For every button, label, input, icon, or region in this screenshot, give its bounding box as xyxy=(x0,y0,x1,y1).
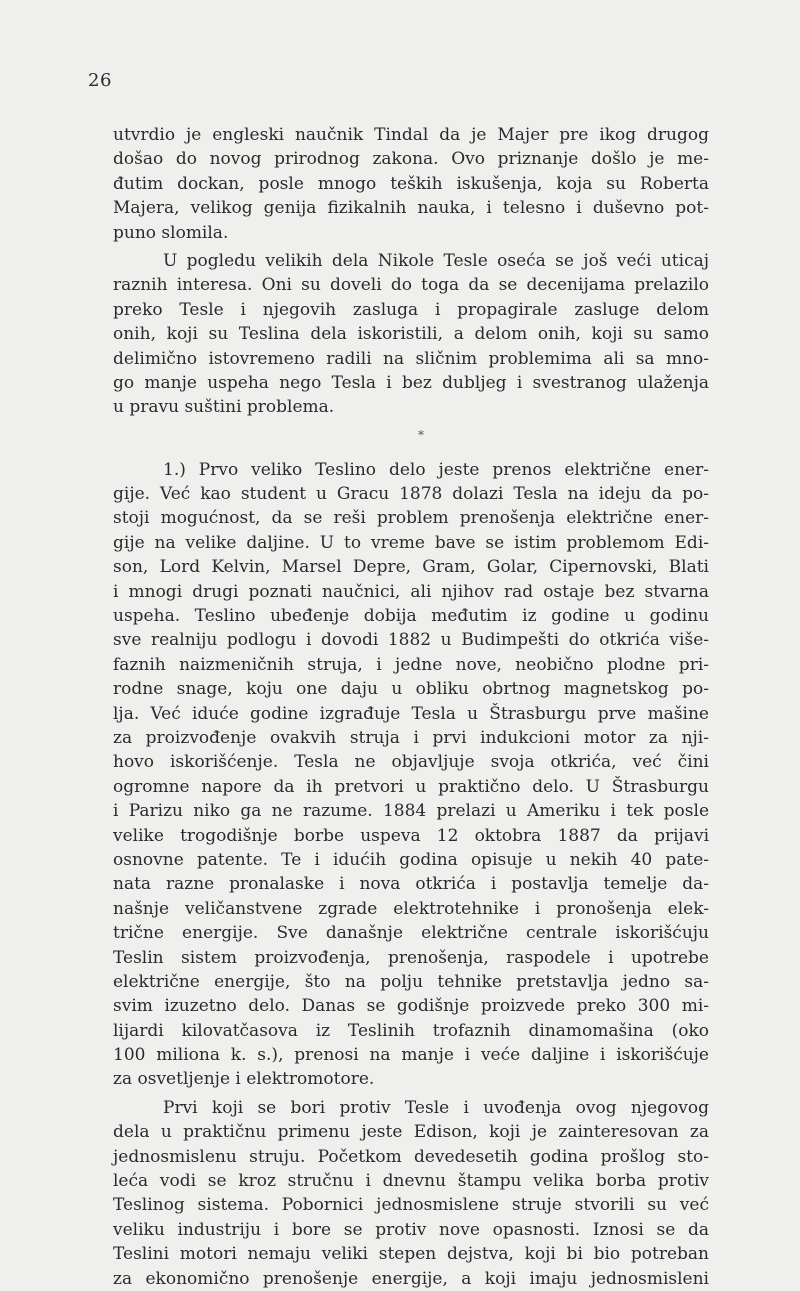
page-number: 26 xyxy=(88,70,112,91)
text-line: za ekonomično prenošenje energije, a koji imaju jednosmisleni xyxy=(113,1268,709,1289)
text-line: Teslin sistem proizvođenja, prenošenja, raspodele i upotrebe xyxy=(113,947,709,968)
paragraph xyxy=(113,458,709,1092)
paragraph xyxy=(113,249,709,420)
text-line: došao do novog prirodnog zakona. Ovo priznanje došlo je me- xyxy=(113,149,709,170)
text-line: son, Lord Kelvin, Marsel Depre, Gram, Golar, Cipernovski, Blati xyxy=(113,557,709,578)
text-line: jednosmislenu struju. Početkom devedesetih godina prošlog sto- xyxy=(113,1146,709,1167)
text-line: Majera, velikog genija fizikalnih nauka, i telesno i duševno pot- xyxy=(113,198,709,219)
text-line: i Parizu niko ga ne razume. 1884 prelazi u Ameriku i tek posle xyxy=(113,801,709,822)
text-line: veliku industriju i bore se protiv nove opasnosti. Iznosi se da xyxy=(113,1219,709,1240)
text-line: u pravu suštini problema. xyxy=(113,397,335,418)
text-line: Teslinog sistema. Pobornici jednosmislene struje stvorili su već xyxy=(113,1195,709,1216)
text-line: gije. Već kao student u Gracu 1878 dolazi Tesla na ideju da po- xyxy=(113,484,709,505)
text-line: puno slomila. xyxy=(113,222,229,243)
text-line: osnovne patente. Te i idućih godina opisuje u nekih 40 pate- xyxy=(113,849,709,870)
text-line: i mnogi drugi poznati naučnici, ali njihov rad ostaje bez stvarna xyxy=(113,581,709,602)
section-gap xyxy=(113,450,709,458)
text-line: za osvetljenje i elektromotore. xyxy=(113,1069,375,1090)
text-line: uspeha. Teslino ubeđenje dobija međutim iz godine u godinu xyxy=(113,606,709,627)
text-line: 1.) Prvo veliko Teslino delo jeste prenos električne ener- xyxy=(163,459,709,480)
text-line: stoji mogućnost, da se reši problem prenošenja električne ener- xyxy=(113,508,709,529)
text-line: dela u praktičnu primenu jeste Edison, koji je zainteresovan za xyxy=(113,1122,709,1143)
text-line: lijardi kilovatčasova iz Teslinih trofaznih dinamomašina (oko xyxy=(113,1020,709,1041)
text-line: leća vodi se kroz stručnu i dnevnu štampu velika borba protiv xyxy=(113,1171,709,1192)
text-line: go manje uspeha nego Tesla i bez dubljeg i svestranog ulaženja xyxy=(113,372,709,393)
text-line: gije na velike daljine. U to vreme bave se istim problemom Edi- xyxy=(113,532,709,553)
text-line: raznih interesa. Oni su doveli do toga da se decenijama prelazilo xyxy=(113,275,709,296)
paragraph xyxy=(113,1096,709,1291)
text-line: električne energije, što na polju tehnike pretstavlja jedno sa- xyxy=(113,971,709,992)
text-line: velike trogodišnje borbe uspeva 12 oktobra 1887 da prijavi xyxy=(113,825,709,846)
text-line: Prvi koji se bori protiv Tesle i uvođenja ovog njegovog xyxy=(163,1097,709,1118)
text-line: trične energije. Sve današnje električne centrale iskorišćuju xyxy=(113,923,709,944)
paragraph xyxy=(113,123,709,245)
text-line: sve realniju podlogu i dovodi 1882 u Budimpešti do otkrića više- xyxy=(113,630,709,651)
text-line: rodne snage, koju one daju u obliku obrtnog magnetskog po- xyxy=(113,679,709,700)
text-line: delimično istovremeno radili na sličnim problemima ali sa mno- xyxy=(113,348,709,369)
text-line: 100 miliona k. s.), prenosi na manje i veće daljine i iskorišćuje xyxy=(113,1045,709,1066)
text-line: hovo iskorišćenje. Tesla ne objavljuje svoja otkrića, već čini xyxy=(113,752,709,773)
text-line: U pogledu velikih dela Nikole Tesle oseća se još veći uticaj xyxy=(163,250,709,271)
text-line: onih, koji su Teslina dela iskoristili, a delom onih, koji su samo xyxy=(113,324,709,345)
text-line: faznih naizmeničnih struja, i jedne nove, neobično plodne pri- xyxy=(113,654,709,675)
text-line: ogromne napore da ih pretvori u praktično delo. U Štrasburgu xyxy=(113,776,709,797)
body-text xyxy=(113,123,709,1291)
text-line: preko Tesle i njegovih zasluga i propagirale zasluge delom xyxy=(113,299,709,320)
text-line: našnje veličanstvene zgrade elektrotehnike i pronošenja elek- xyxy=(113,898,709,919)
text-line: utvrdio je engleski naučnik Tindal da je Majer pre ikog drugog xyxy=(113,125,709,145)
section-separator: * xyxy=(418,427,424,442)
text-line: svim izuzetno delo. Danas se godišnje proizvede preko 300 mi- xyxy=(113,996,709,1017)
text-line: đutim dockan, posle mnogo teških iskušenja, koja su Roberta xyxy=(113,173,709,194)
text-line: lja. Već iduće godine izgrađuje Tesla u Štrasburgu prve mašine xyxy=(113,703,709,724)
text-line: Teslini motori nemaju veliki stepen dejstva, koji bi bio potreban xyxy=(113,1244,709,1265)
text-line: nata razne pronalaske i nova otkrića i postavlja temelje da- xyxy=(113,874,709,895)
text-line: za proizvođenje ovakvih struja i prvi indukcioni motor za nji- xyxy=(113,727,709,748)
